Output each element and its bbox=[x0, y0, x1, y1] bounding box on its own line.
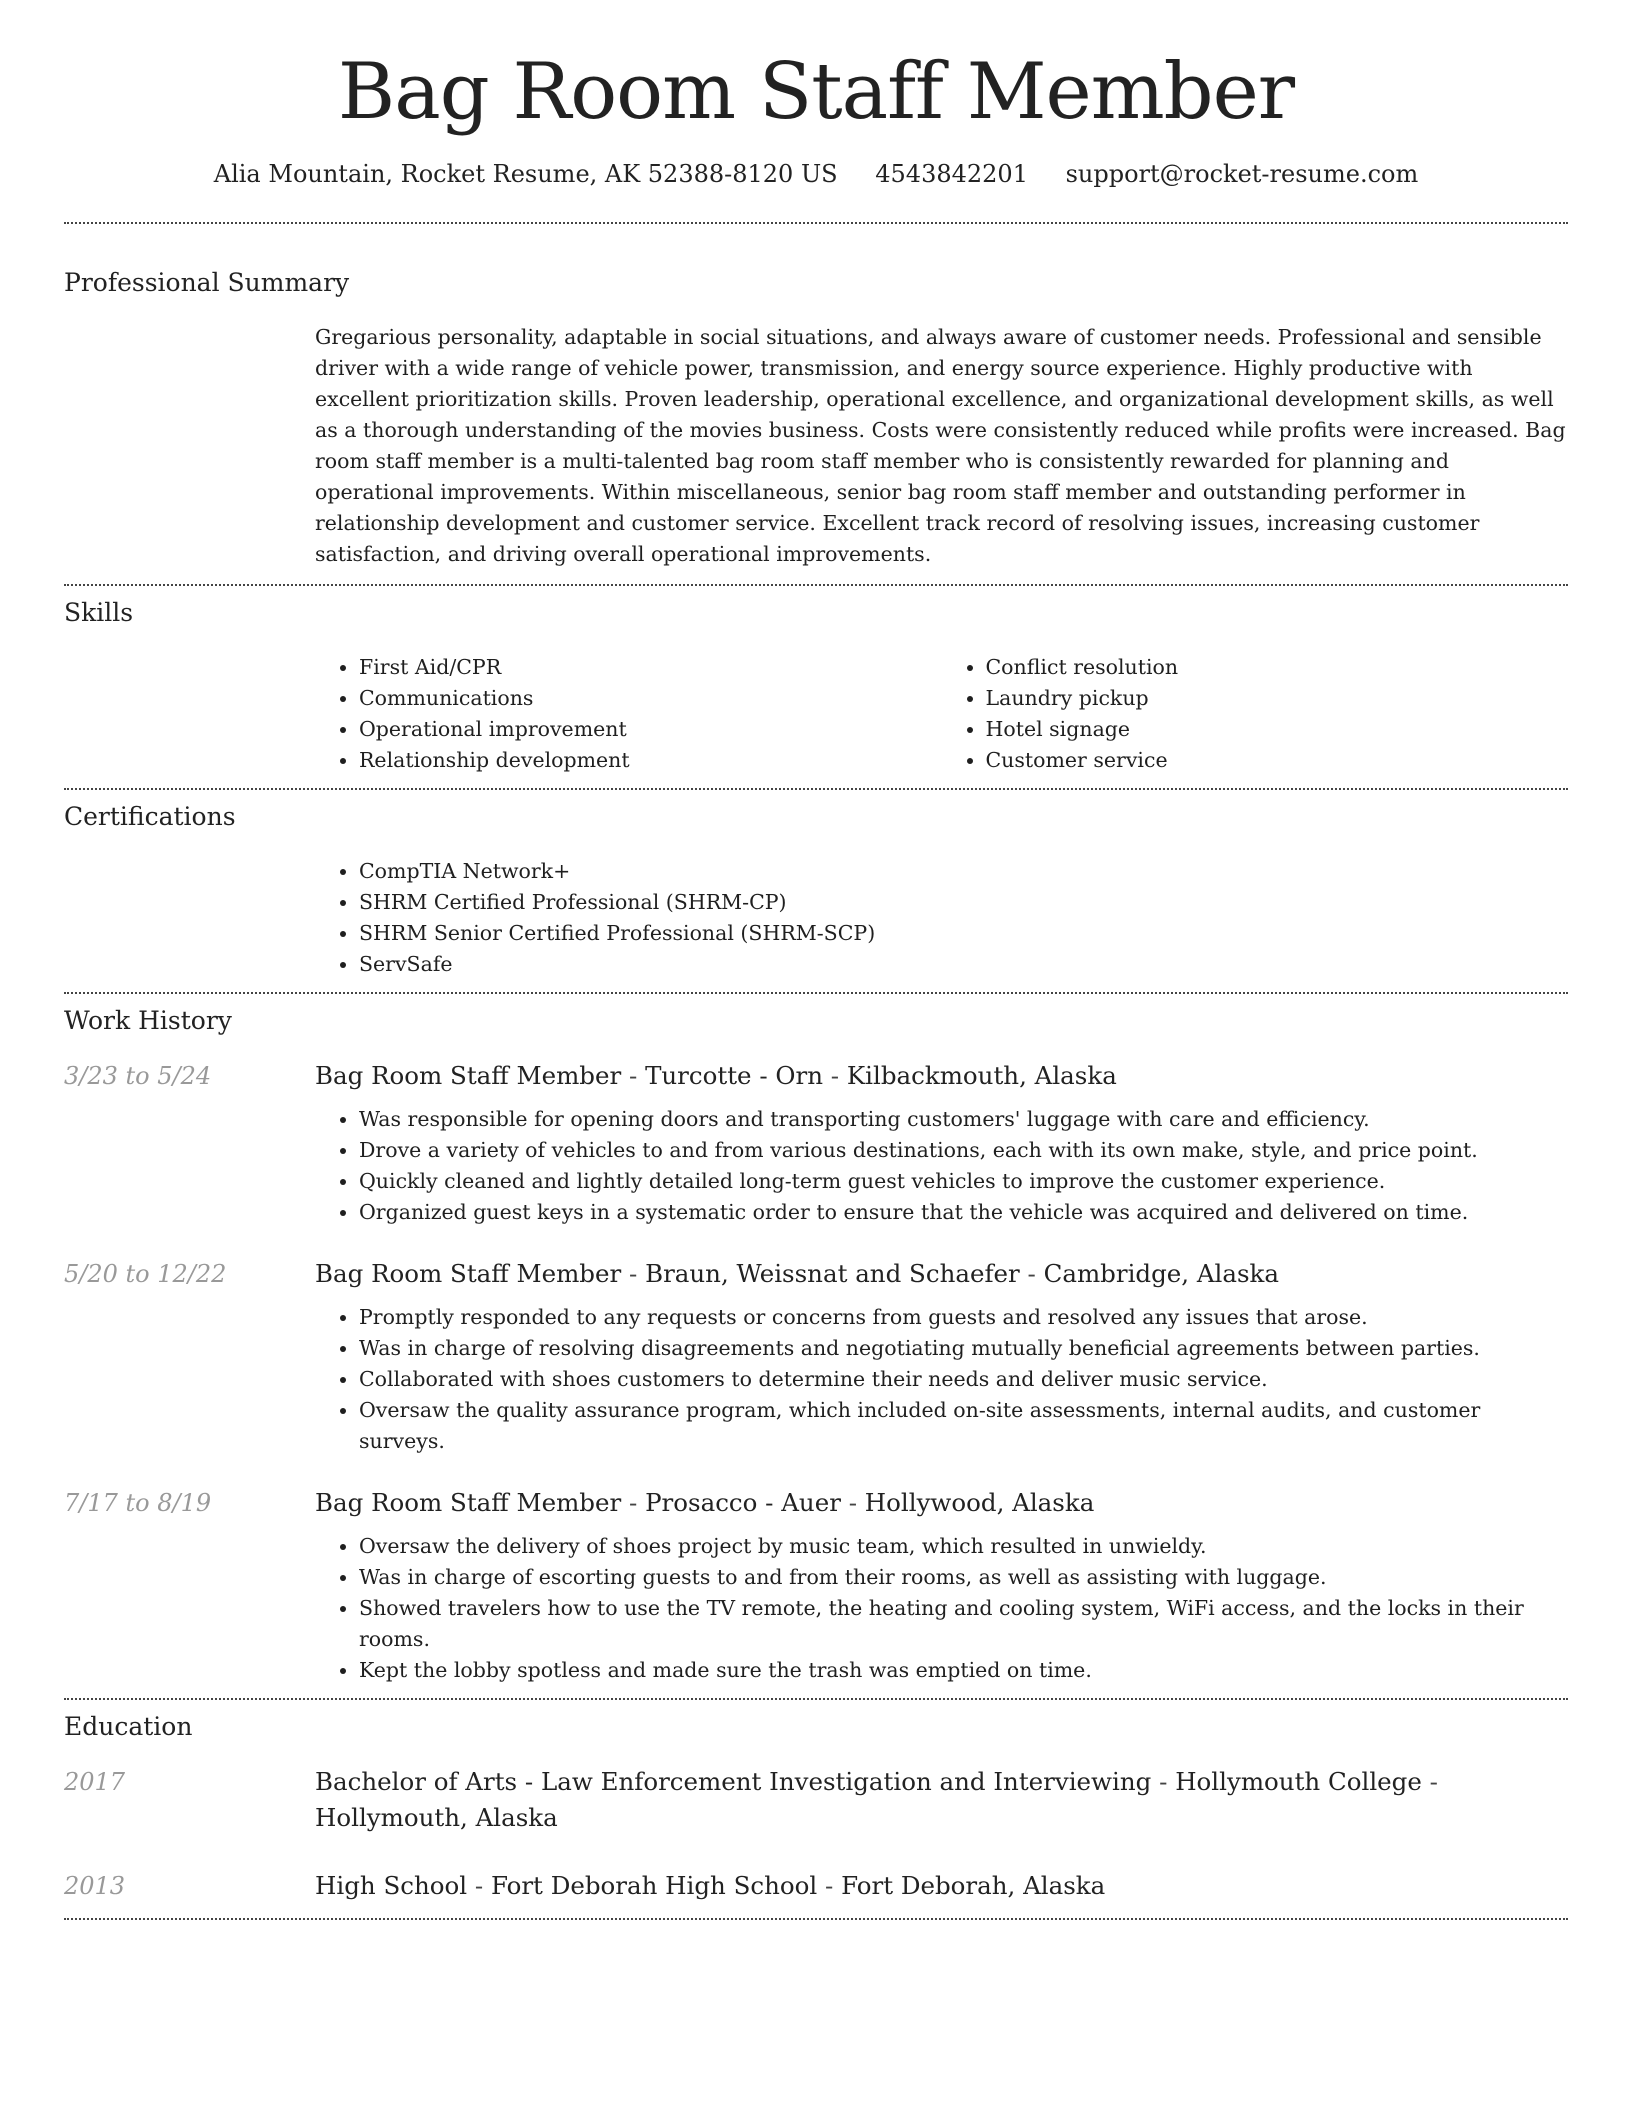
certification-item: • ServSafe bbox=[359, 949, 1568, 980]
education-title-line bbox=[315, 1868, 1568, 1904]
job-company: Prosacco - Auer bbox=[645, 1487, 841, 1517]
job-title-line bbox=[315, 1058, 1568, 1094]
job-dates: 5/20 to 12/22 bbox=[64, 1259, 227, 1288]
separator: - bbox=[1019, 1258, 1044, 1288]
contact-address: Alia Mountain, Rocket Resume, AK 52388-8120 US bbox=[213, 159, 838, 188]
skill-item: • First Aid/CPR bbox=[359, 652, 942, 683]
education-entry bbox=[64, 1868, 1568, 1918]
skill-item: • Communications bbox=[359, 683, 942, 714]
certification-item: • CompTIA Network+ bbox=[359, 856, 1568, 887]
job-dates: 7/17 to 8/19 bbox=[64, 1488, 212, 1517]
section-title-certifications: Certifications bbox=[64, 801, 236, 831]
education-degree: High School bbox=[315, 1870, 468, 1900]
divider bbox=[64, 1918, 1568, 1920]
separator: - bbox=[621, 1487, 646, 1517]
education-entry bbox=[64, 1764, 1568, 1836]
job-bullets bbox=[315, 1531, 1568, 1686]
job-entry bbox=[64, 1256, 1568, 1457]
summary-text: Gregarious personality, adaptable in social situations, and always aware of customer needs. Professional and sensible driver with a wide range of vehicle power, transmission, and energy source experience. Highly productive with excellent prioritization skills. Proven leadership, operational excellence, and organizational development skills, as well as a thorough understanding of the movies business. Costs were consistently reduced while profits were increased. Bag room staff member is a multi-talented bag room staff member who is consistently rewarded for planning and operational improvements. Within miscellaneous, senior bag room staff member and outstanding performer in relationship development and customer service. Excellent track record of resolving issues, increasing customer satisfaction, and driving overall operational improvements. bbox=[315, 324, 1566, 566]
section-title-summary: Professional Summary bbox=[64, 267, 350, 297]
job-role: Bag Room Staff Member bbox=[315, 1258, 622, 1288]
separator: - bbox=[823, 1060, 847, 1090]
skill-item: • Conflict resolution bbox=[986, 652, 1569, 683]
section-title-work-history: Work History bbox=[64, 1005, 232, 1035]
job-location: Cambridge, Alaska bbox=[1043, 1258, 1280, 1288]
education-location: Fort Deborah, Alaska bbox=[841, 1870, 1106, 1900]
job-bullet: • Was in charge of escorting guests to and from their rooms, as well as assisting with luggage. bbox=[359, 1562, 1568, 1593]
separator: - bbox=[467, 1870, 491, 1900]
education-title-line bbox=[315, 1764, 1568, 1836]
education-year: 2017 bbox=[64, 1767, 126, 1796]
work-history-section bbox=[64, 994, 1568, 1698]
section-title-skills: Skills bbox=[64, 597, 134, 627]
job-entry bbox=[64, 1485, 1568, 1698]
job-bullet: • Quickly cleaned and lightly detailed long-term guest vehicles to improve the customer experience. bbox=[359, 1166, 1568, 1197]
certification-item: • SHRM Senior Certified Professional (SHRM-SCP) bbox=[359, 918, 1568, 949]
separator: - bbox=[840, 1487, 865, 1517]
skill-item: • Operational improvement bbox=[359, 714, 942, 745]
job-bullet: • Was responsible for opening doors and transporting customers' luggage with care and efficiency. bbox=[359, 1104, 1568, 1135]
certifications-section bbox=[64, 790, 1568, 992]
summary-section bbox=[64, 224, 1568, 584]
job-title-line bbox=[315, 1256, 1568, 1292]
education-school: Hollymouth College bbox=[1175, 1766, 1422, 1796]
education-degree: Bachelor of Arts - Law Enforcement Investigation and Interviewing bbox=[315, 1766, 1152, 1796]
job-location: Hollywood, Alaska bbox=[864, 1487, 1095, 1517]
certification-item: • SHRM Certified Professional (SHRM-CP) bbox=[359, 887, 1568, 918]
skill-item: • Relationship development bbox=[359, 745, 942, 776]
contact-phone: 4543842201 bbox=[875, 159, 1028, 188]
job-bullet: • Organized guest keys in a systematic order to ensure that the vehicle was acquired and delivered on time. bbox=[359, 1197, 1568, 1228]
education-year: 2013 bbox=[64, 1871, 126, 1900]
separator: - bbox=[621, 1258, 646, 1288]
job-bullet: • Oversaw the delivery of shoes project by music team, which resulted in unwieldy. bbox=[359, 1531, 1568, 1562]
job-bullets bbox=[315, 1302, 1568, 1457]
job-company: Turcotte - Orn bbox=[645, 1060, 823, 1090]
job-role: Bag Room Staff Member bbox=[315, 1487, 622, 1517]
education-section bbox=[64, 1700, 1568, 1918]
job-bullet: • Drove a variety of vehicles to and from various destinations, each with its own make, style, and price point. bbox=[359, 1135, 1568, 1166]
skills-section bbox=[64, 586, 1568, 788]
job-bullet: • Was in charge of resolving disagreements and negotiating mutually beneficial agreements between parties. bbox=[359, 1333, 1568, 1364]
separator: - bbox=[1421, 1766, 1438, 1796]
skills-list-right bbox=[942, 652, 1569, 776]
job-entry bbox=[64, 1058, 1568, 1228]
separator: - bbox=[621, 1060, 646, 1090]
skill-item: • Customer service bbox=[986, 745, 1569, 776]
job-dates: 3/23 to 5/24 bbox=[64, 1061, 212, 1090]
separator: - bbox=[1151, 1766, 1176, 1796]
job-bullet: • Kept the lobby spotless and made sure the trash was emptied on time. bbox=[359, 1655, 1568, 1686]
job-role: Bag Room Staff Member bbox=[315, 1060, 622, 1090]
job-bullets bbox=[315, 1104, 1568, 1228]
job-bullet: • Collaborated with shoes customers to determine their needs and deliver music service. bbox=[359, 1364, 1568, 1395]
skills-list-left bbox=[315, 652, 942, 776]
job-company: Braun, Weissnat and Schaefer bbox=[645, 1258, 1020, 1288]
education-school: Fort Deborah High School bbox=[490, 1870, 818, 1900]
job-bullet: • Oversaw the quality assurance program, which included on-site assessments, internal audits, and customer surveys. bbox=[359, 1395, 1568, 1457]
skill-item: • Hotel signage bbox=[986, 714, 1569, 745]
education-location: Hollymouth, Alaska bbox=[315, 1802, 558, 1832]
skill-item: • Laundry pickup bbox=[986, 683, 1569, 714]
contact-line bbox=[64, 160, 1568, 188]
section-title-education: Education bbox=[64, 1711, 193, 1741]
job-title-line bbox=[315, 1485, 1568, 1521]
candidate-name: Bag Room Staff Member bbox=[337, 47, 1295, 137]
separator: - bbox=[817, 1870, 842, 1900]
contact-email[interactable]: support@rocket-resume.com bbox=[1065, 159, 1419, 188]
job-bullet: • Promptly responded to any requests or concerns from guests and resolved any issues that arose. bbox=[359, 1302, 1568, 1333]
job-location: Kilbackmouth, Alaska bbox=[846, 1060, 1117, 1090]
certifications-list bbox=[315, 856, 1568, 980]
job-bullet: • Showed travelers how to use the TV remote, the heating and cooling system, WiFi access, and the locks in their rooms. bbox=[359, 1593, 1568, 1655]
